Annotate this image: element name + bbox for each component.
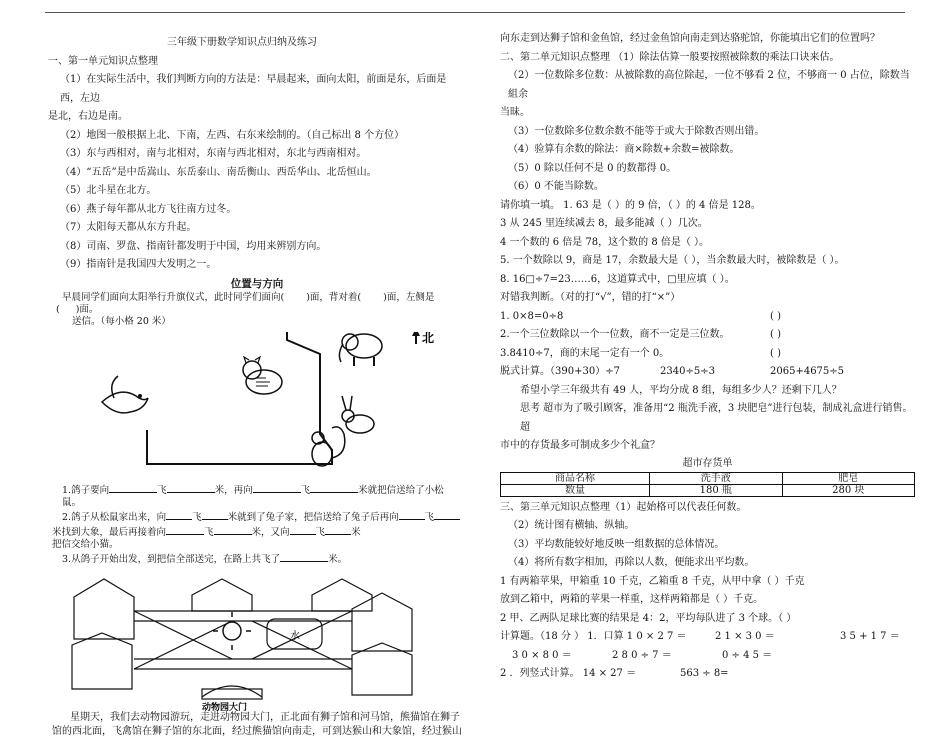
table-cell: 180 瓶 [650, 484, 782, 496]
answer-blank[interactable] [166, 509, 192, 520]
unit2-item-6: （6）0 不能当除数。 [508, 181, 604, 192]
table-row [501, 472, 915, 484]
table-cell: 肥皂 [782, 472, 915, 484]
pigeon-icon [102, 376, 148, 413]
pigeon-question-3: 3.从鸽子开始出发，到把信全部送完，在路上共飞了 米。 [62, 551, 462, 567]
doc-title: 三年级下册数学知识点归纳及练习 [167, 37, 317, 48]
judge-answer[interactable]: ( ) [770, 347, 781, 359]
answer-blank[interactable] [202, 509, 228, 520]
table-cell: 商品名称 [501, 472, 650, 484]
fill-question-3: 3 从 245 里连续减去 8，最多能减（ ）几次。 [500, 218, 708, 229]
inventory-table [500, 472, 915, 497]
judge-intro: 对错我判断。（对的打“√”，错的打“×”） [500, 292, 681, 303]
pigeon-questions [52, 482, 462, 567]
think-question-1: 思考 超市为了吸引顾客，准备用“2 瓶洗手液，3 块肥皂”进行包装，制成礼盒进行销售。超 [520, 403, 913, 433]
fill-intro: 请你填一填。 1. 63 是（ ）的 9 倍，（ ）的 4 倍是 128。 [500, 199, 761, 211]
apple-question-2: 放到乙箱中，两箱的苹果一样重，这样两箱都是（ ）千克。 [500, 594, 764, 605]
table-caption: 超市存货单 [682, 457, 733, 469]
delivery-map [52, 332, 462, 482]
unit1-item-5: （5）北斗星在北方。 [60, 185, 157, 196]
sun-icon [213, 612, 251, 650]
answer-blank[interactable] [109, 482, 157, 493]
table-cell: 数量 [501, 484, 650, 496]
judge-1: 1. 0×8=0÷8 ( ) [500, 310, 781, 322]
answer-blank[interactable] [167, 482, 215, 493]
answer-blank[interactable] [434, 509, 460, 520]
answer-blank[interactable] [166, 524, 204, 535]
unit2-item-2b: 当昧。 [500, 107, 530, 118]
zoo-story-end: 向东走到达狮子馆和金鱼馆，经过金鱼馆向南走到达骆驼馆，你能填出它们的位置吗？ [500, 33, 880, 44]
compute-row-1: 计算题。（18 分 ） 1．口算 1 0 × 2 7 ＝ 2 1 × 3 0 ＝ 3 5 + 1 7 ＝ [500, 631, 900, 642]
unit1-item-9: （9）指南针是我国四大发明之一。 [60, 259, 217, 270]
ball-question: 2 甲、乙两队足球比赛的结果是 4：2，平均每队进了 3 个球。（ ） [500, 612, 797, 624]
zoo-map [52, 571, 462, 711]
unit3-item-2: （2）统计图有横轴、纵轴。 [508, 520, 635, 531]
answer-blank[interactable] [325, 524, 351, 535]
morning-question: 早晨同学们面向太阳举行升旗仪式，此时同学们面向( )面，背对着( )面，左侧是 ( )面。 送信。（每小格 20 米） [56, 291, 435, 327]
fill-question-4: 4 一个数的 6 倍是 78，这个数的 8 倍是（ ）。 [500, 236, 710, 248]
cat-icon [243, 357, 282, 394]
calc-row: 脱式计算。（390+30）÷7 2340÷5÷3 2065+4675÷5 [500, 366, 845, 377]
answer-blank[interactable] [290, 524, 316, 535]
unit1-item-1: （1）在实际生活中，我们判断方向的方法是：早晨起来，面向太阳，前面是东，后面是西，左边 [60, 74, 447, 104]
unit1-item-3: （3）东与西相对，南与北相对，东南与西北相对，东北与西南相对。 [60, 148, 367, 159]
fill-question-5: 5. 一个数除以 9，商是 17，余数最大是（ ），当余数最大时，被除数是（ ）。 [500, 255, 845, 266]
pigeon-question-2: 2.鸽子从松鼠家出来，向 飞 米就到了兔子家，把信送给了兔子后再向 飞 米找到大象，最后再接着向 飞 米，又向 飞 米 把信交给小猫。 [62, 509, 462, 551]
table-cell: 280 块 [782, 484, 915, 496]
delivery-map-svg [52, 332, 462, 482]
unit1-item-1b: 是北，右边是南。 [48, 111, 128, 122]
answer-blank[interactable] [214, 524, 252, 535]
judge-answer[interactable]: ( ) [770, 329, 781, 340]
zoo-story: 星期天，我们去动物园游玩，走进动物园大门，正北面有狮子馆和河马馆，熊猫馆在狮子 馆的西北面，飞禽馆在狮子馆的东北面，经过熊猫馆向南走，可到达猴山和大象馆，经过猴山 [52, 711, 462, 737]
unit2-item-2: （2）一位数除多位数：从被除数的高位除起，一位不够看 2 位，不够商一 0 占位，除数当組余 [508, 70, 910, 100]
north-arrow-icon [412, 332, 420, 344]
north-label: 北 [422, 331, 435, 345]
unit1-heading: 一、第一单元知识点整理 [48, 55, 158, 67]
unit2-item-3: （3）一位数除多位数余数不能等于或大于除数否则出错。 [508, 125, 765, 137]
unit1-item-7: （7）太阳每天都从东方升起。 [60, 222, 197, 233]
unit3-heading: 三、第三单元知识点整理（1）起始格可以代表任何数。 [500, 501, 747, 513]
hope-question: 希望小学三年级共有 49 人，平均分成 8 组，每组多少人？还剩下几人？ [520, 384, 842, 396]
answer-blank[interactable] [310, 482, 358, 493]
compute-row-2: 3 0 × 8 0 ＝ 2 8 0 ÷ 7 ＝ 0 ÷ 4 5 ＝ [512, 649, 773, 661]
table-cell: 洗手液 [650, 472, 782, 484]
rabbit-icon [342, 396, 374, 433]
vertical-calc-row: 2 ．列竖式计算。 14 × 27 ＝ 563 ÷ 8= [500, 668, 729, 679]
unit3-item-3: （3）平均数能较好地反映一组数据的总体情况。 [508, 538, 725, 550]
right-column [500, 34, 915, 684]
table-row [501, 484, 915, 496]
unit2-item-5: （5）0 除以任何不是 0 的数都得 0。 [508, 162, 677, 174]
answer-blank[interactable] [399, 509, 425, 520]
zoo-gate-label: 动物园大门 [202, 702, 248, 711]
unit2-item-4: （4）验算有余数的除法：商×除数+余数=被除数。 [508, 144, 740, 155]
judge-3: 3.8410÷7，商的末尾一定有一个 0。 ( ) [500, 347, 781, 359]
left-column [48, 34, 462, 739]
top-rule [45, 12, 905, 13]
apple-question-1: 1 有两箱苹果，甲箱重 10 千克，乙箱重 8 千克，从甲中拿（ ）千克 [500, 575, 805, 587]
think-question-2: 市中的存货最多可制成多少个礼盒？ [500, 440, 660, 451]
answer-blank[interactable] [253, 482, 301, 493]
unit3-item-4: （4）将所有数字相加，再除以人数，便能求出平均数。 [508, 557, 755, 568]
unit1-item-2: （2）地图一般根据上北、下南，左西、右东来绘制的。（自己标出 8 个方位） [60, 129, 405, 141]
zoo-water-label: 水 [290, 630, 300, 642]
elephant-icon [339, 334, 382, 366]
unit1-item-6: （6）燕子每年都从北方飞往南方过冬。 [60, 203, 237, 215]
unit2-heading: 二、第二单元知识点整理 （1）除法估算一般要按照被除数的乘法口诀来估。 [500, 51, 840, 63]
unit1-item-4: （4）“五岳”是中岳嵩山、东岳泰山、南岳衡山、西岳华山、北岳恒山。 [60, 166, 377, 178]
position-heading: 位置与方向 [230, 277, 284, 290]
zoo-map-svg [52, 571, 462, 711]
answer-blank[interactable] [280, 551, 328, 562]
pigeon-question-1: 1.鸽子要向 飞 米，再向 飞 米就把信送给了小松鼠。 [62, 482, 462, 509]
fill-question-8: 8. 16□÷7=23……6，这道算式中，□里应填（ ）。 [500, 273, 735, 285]
unit1-item-8: （8）司南、罗盘、指南针都发明于中国，均用来辨别方向。 [60, 240, 327, 252]
judge-answer[interactable]: ( ) [770, 310, 781, 322]
judge-2: 2.一个三位数除以一个一位数，商不一定是三位数。 ( ) [500, 329, 781, 340]
